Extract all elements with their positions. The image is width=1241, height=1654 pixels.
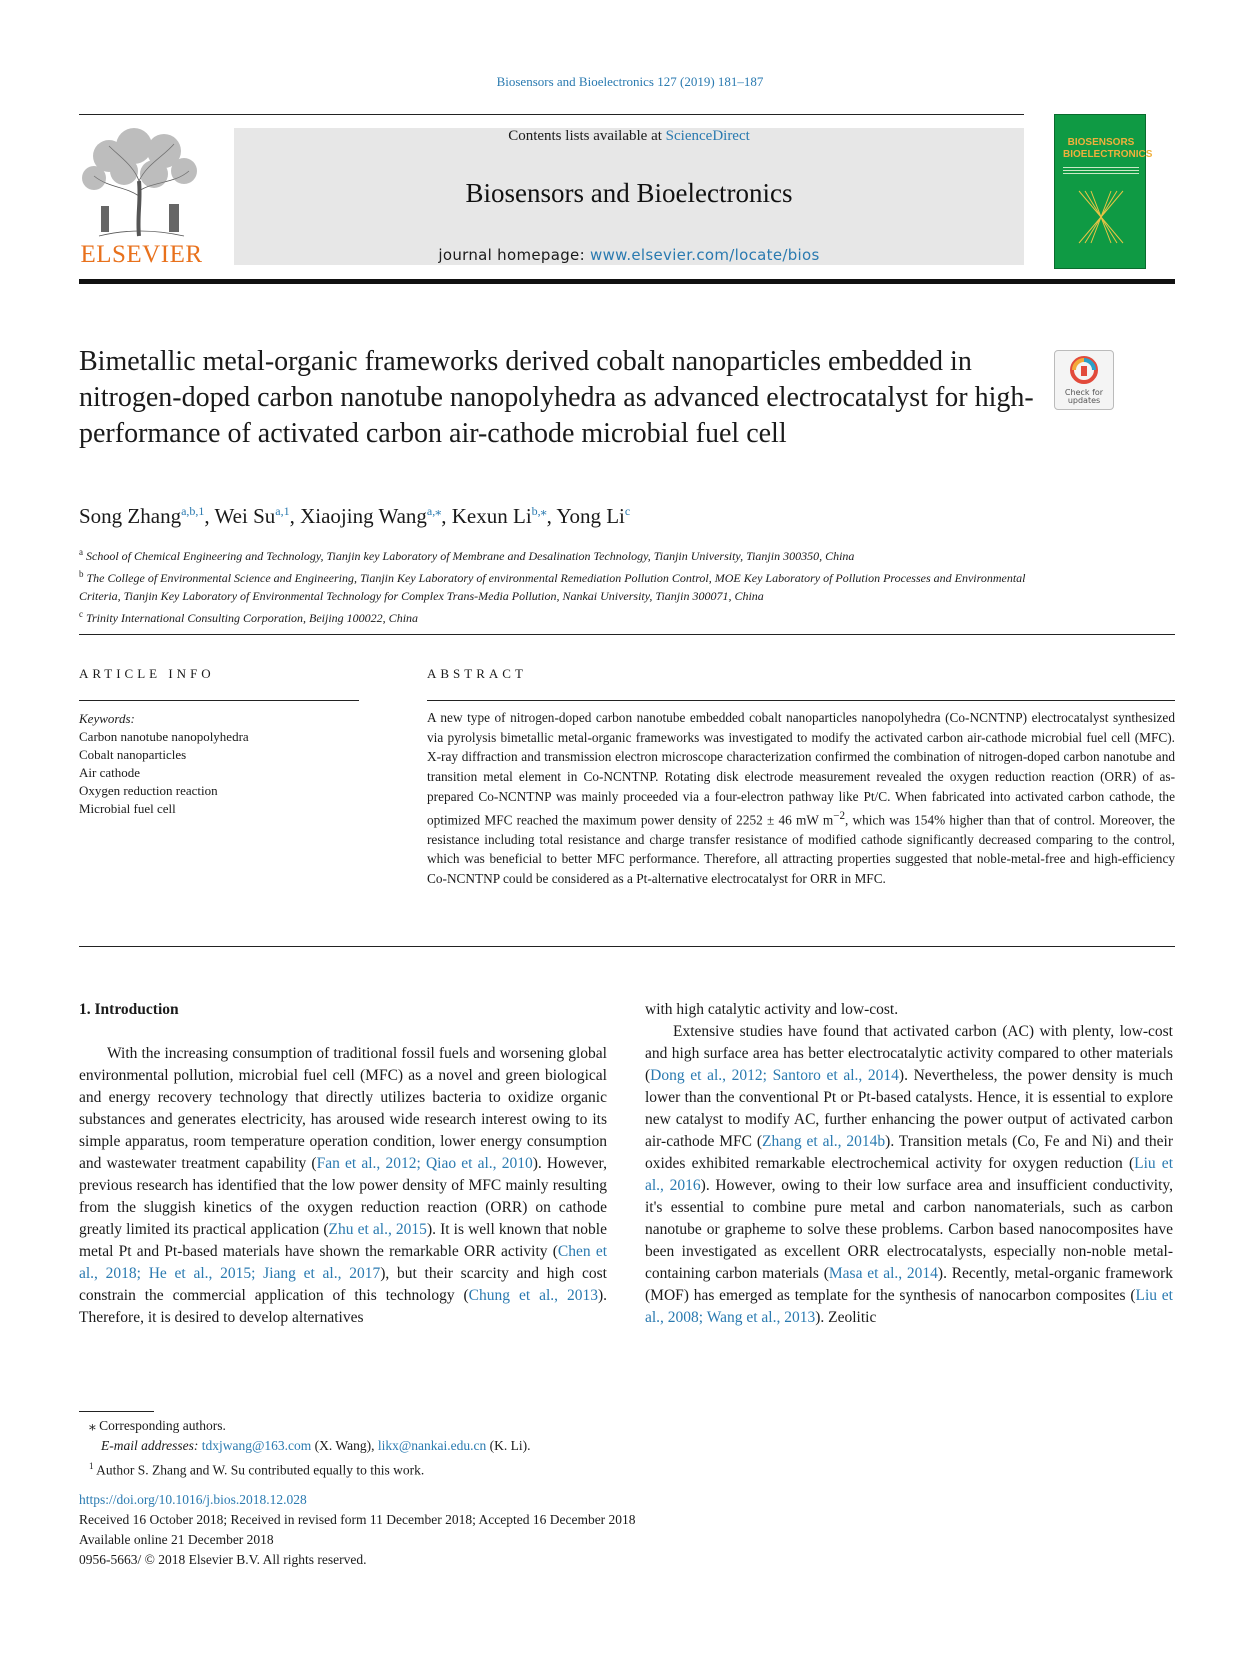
affiliations: [79, 543, 1039, 627]
author-affiliation-mark[interactable]: c: [624, 504, 631, 518]
header-thick-rule: [79, 279, 1175, 284]
author-name[interactable]: Wei Su: [214, 504, 276, 528]
email-owner: (K. Li).: [486, 1438, 531, 1453]
cover-graphic-icon: [1075, 187, 1127, 247]
abstract-part: A new type of nitrogen-doped carbon nanotube embedded cobalt nanoparticles nanopolyhedra (Co-NCNTNP) electrocatalyst synthesized via pyrolysis bimetallic metal-organic frameworks was investigated to modify the activated carbon air-cathode microbial fuel cell (MFC). X-ray diffraction and transmission electron microscope characterization confirmed the combination of nitrogen-doped carbon nanotube and transition metal element in Co-NCNTNP. Rotating disk electrode measurement revealed the oxygen reduction reaction (ORR) of as-prepared Co-NCNTNP was mainly proceeded via a four-electron pathway like Pt/C. When fabricated into activated carbon cathode, the optimized MFC reached the maximum power density of 2252 ± 46 mW m: [427, 710, 1175, 827]
citation-link[interactable]: Zhu et al., 2015: [328, 1221, 427, 1238]
article-info-rule: [79, 700, 359, 701]
journal-citation[interactable]: [0, 74, 1241, 90]
keyword-item: Microbial fuel cell: [79, 801, 176, 816]
body-text: ). Recently, metal-organic framework (MOF) has emerged as template for the synthesis of nanocarbon composites (: [645, 1265, 1173, 1304]
contents-line: [234, 128, 1024, 145]
publication-info: [79, 1490, 636, 1570]
abstract-part: , which was 154% higher than that of control. Moreover, the resistance including total resistance and charge transfer resistance of modified cathode significantly decreased comparing to the control, which was beneficial to better MFC performance. Therefore, all attracting properties suggested that noble-metal-free and high-efficiency Co-NCNTNP could be considered as a Pt-alternative electrocatalyst for ORR in MFC.: [427, 811, 1175, 887]
online-date: Available online 21 December 2018: [79, 1532, 274, 1547]
body-text: ). Therefore, it is desired to develop alternatives: [79, 1287, 607, 1326]
cover-title: BIOSENSORS BIOELECTRONICS: [1063, 137, 1153, 160]
elsevier-logo[interactable]: [79, 126, 204, 266]
section-divider: [79, 946, 1175, 947]
body-paragraph: with high catalytic activity and low-cost.: [645, 1001, 899, 1018]
contents-prefix: Contents lists available at: [508, 128, 666, 144]
author-affiliation-mark[interactable]: a,b,1: [181, 504, 205, 518]
footnotes: [79, 1416, 530, 1481]
footnote-rule: [79, 1411, 154, 1412]
body-text: ). Transition metals (Co, Fe and Ni) and their oxides exhibited remarkable electrochemical activity for oxygen reduction (: [645, 1133, 1173, 1172]
copyright-line: 0956-5663/ © 2018 Elsevier B.V. All rights reserved.: [79, 1552, 367, 1567]
journal-citation-link[interactable]: Biosensors and Bioelectronics 127 (2019) 181–187: [496, 74, 764, 89]
citation-link[interactable]: Chen et al., 2018; He et al., 2015; Jiang et al., 2017: [79, 1243, 607, 1282]
author-name[interactable]: Kexun Li: [451, 504, 532, 528]
elsevier-wordmark: ELSEVIER: [80, 241, 203, 268]
cover-subtitle-lines: [1063, 165, 1139, 177]
tree-icon: [79, 126, 204, 238]
affiliation-item: [79, 605, 1039, 627]
check-updates-icon: [1070, 356, 1098, 384]
author-affiliation-mark[interactable]: a,⁎: [426, 504, 442, 518]
body-paragraph: [79, 1043, 607, 1329]
check-updates-label: Check for updates: [1064, 388, 1104, 405]
author-list: Song Zhang$^{a,b,1}$, Wei Su$^{a,1}$, Xiaojing Wang$^{a,⁎}$, Kexun $Li^{b,⁎}$, Yong Li$^c$: [79, 504, 631, 528]
citation-link[interactable]: Fan et al., 2012; Qiao et al., 2010: [316, 1155, 533, 1172]
affiliation-text: Trinity International Consulting Corporation, Beijing 100022, China: [86, 611, 419, 625]
footnote-mark: 1: [89, 1461, 94, 1471]
body-text: Extensive studies have found that activated carbon (AC) with plenty, low-cost and high surface area has better electrocatalytic activity compared to other materials (: [645, 1023, 1173, 1084]
keywords-label: Keywords:: [79, 711, 135, 726]
article-title: Bimetallic metal-organic frameworks derived cobalt nanoparticles embedded in nitrogen-doped carbon nanotube nanopolyhedra as advanced electrocatalyst for high-performance of activated carbon air-cathode microbial fuel cell: [79, 346, 1034, 449]
header-top-rule: [79, 114, 1024, 115]
keyword-item: Carbon nanotube nanopolyhedra: [79, 729, 249, 744]
received-dates: Received 16 October 2018; Received in revised form 11 December 2018; Accepted 16 December 2018: [79, 1512, 636, 1527]
keyword-item: Cobalt nanoparticles: [79, 747, 187, 762]
author-affiliation-mark[interactable]: b,⁎: [531, 504, 547, 518]
affiliation-mark: b: [79, 569, 84, 579]
affiliation-item: [79, 543, 1039, 565]
equal-contribution-note: [79, 1456, 530, 1481]
author-name[interactable]: Song Zhang: [79, 504, 182, 528]
body-column-left: [79, 999, 607, 1329]
affiliation-item: [79, 565, 1039, 605]
citation-link[interactable]: Chung et al., 2013: [468, 1287, 598, 1304]
body-text: ). Zeolitic: [815, 1309, 877, 1326]
email-link[interactable]: tdxjwang@163.com: [201, 1438, 312, 1453]
citation-link[interactable]: Zhang et al., 2014b: [762, 1133, 886, 1150]
abstract-heading: ABSTRACT: [427, 666, 527, 681]
author-name[interactable]: Yong Li: [556, 504, 625, 528]
body-text: ). However, owing to their low surface area and insufficient conductivity, it's essential to combine pure metal and carbon nanomaterials, such as carbon nanotube or grapheme to solve these problems. Carbon based nanocomposites have been investigated as excellent ORR electrocatalysts, especially non-noble metal-containing carbon materials (: [645, 1177, 1173, 1282]
author-name[interactable]: Xiaojing Wang: [300, 504, 427, 528]
citation-link[interactable]: Liu et al., 2016: [645, 1155, 1173, 1194]
journal-header-box: [234, 128, 1024, 265]
affiliation-mark: a: [79, 547, 83, 557]
email-link[interactable]: likx@nankai.edu.cn: [377, 1438, 487, 1453]
check-updates-button[interactable]: [1054, 350, 1114, 410]
email-note: [79, 1436, 530, 1456]
author-affiliation-mark[interactable]: a,1: [275, 504, 290, 518]
corresponding-note: ⁎ Corresponding authors.: [89, 1418, 226, 1433]
keyword-item: Oxygen reduction reaction: [79, 783, 218, 798]
affiliation-text: School of Chemical Engineering and Technology, Tianjin key Laboratory of Membrane and Desalination Technology, Tianjin University, Tianjin 300350, China: [86, 549, 855, 563]
body-text: ). Nevertheless, the power density is much lower than the conventional Pt or Pt-based catalysts. Hence, it is essential to explore new catalyst to modify AC, further enhancing the power output of activated carbon air-cathode MFC (: [645, 1067, 1173, 1150]
journal-cover[interactable]: [1054, 114, 1153, 269]
sciencedirect-link[interactable]: ScienceDirect: [665, 128, 750, 144]
article-info-heading: ARTICLE INFO: [79, 666, 215, 681]
keyword-item: Air cathode: [79, 765, 141, 780]
body-text: ). It is well known that noble metal Pt and Pt-based materials have shown the remarkable ORR activity (: [79, 1221, 607, 1260]
homepage-prefix: journal homepage:: [438, 246, 590, 264]
citation-link[interactable]: Dong et al., 2012; Santoro et al., 2014: [650, 1067, 899, 1084]
body-text: With the increasing consumption of traditional fossil fuels and worsening global environmental pollution, microbial fuel cell (MFC) as a novel and green biological and energy recovery technology that directly utilizes bacteria to oxidize organic substances and generates electricity, has aroused wide research interest owing to its simple apparatus, room temperature operation condition, lower energy consumption and wastewater treatment capability (: [79, 1045, 607, 1172]
section-divider: [79, 634, 1175, 635]
email-label: E-mail addresses:: [101, 1438, 199, 1453]
body-paragraph: [645, 1021, 1173, 1329]
affiliation-mark: c: [79, 609, 83, 619]
abstract-unit-exponent: −2: [833, 809, 846, 822]
keywords-block: [79, 710, 249, 818]
affiliation-text: The College of Environmental Science and Engineering, Tianjin Key Laboratory of environmental Remediation Pollution Control, MOE Key Laboratory of Pollution Processes and Environmental Criteria, Tianjin Key Laboratory of Environmental Technology for Complex Trans-Media Pollution, Nankai University, Tianjin 300071, China: [79, 571, 1026, 603]
abstract-rule: [427, 700, 1175, 701]
citation-link[interactable]: Masa et al., 2014: [828, 1265, 938, 1282]
doi-link[interactable]: https://doi.org/10.1016/j.bios.2018.12.028: [79, 1492, 307, 1507]
homepage-link[interactable]: www.elsevier.com/locate/bios: [590, 246, 820, 264]
section-heading: 1. Introduction: [79, 1001, 179, 1018]
abstract-text: [427, 708, 1175, 889]
footnote-text: Author S. Zhang and W. Su contributed equally to this work.: [93, 1462, 425, 1478]
body-text: ). However, previous research has identified that the low power density of MFC mainly resulting from the sluggish kinetics of the oxygen reduction reaction (ORR) on cathode greatly limited its practical application (: [79, 1155, 607, 1238]
body-text: ), but their scarcity and high cost constrain the commercial application of this technology (: [79, 1265, 607, 1304]
homepage-line: [234, 246, 1024, 264]
email-owner: (X. Wang),: [311, 1438, 378, 1453]
citation-link[interactable]: Liu et al., 2008; Wang et al., 2013: [645, 1287, 1173, 1326]
journal-title: Biosensors and Bioelectronics: [465, 178, 793, 208]
body-column-right: [645, 999, 1173, 1329]
